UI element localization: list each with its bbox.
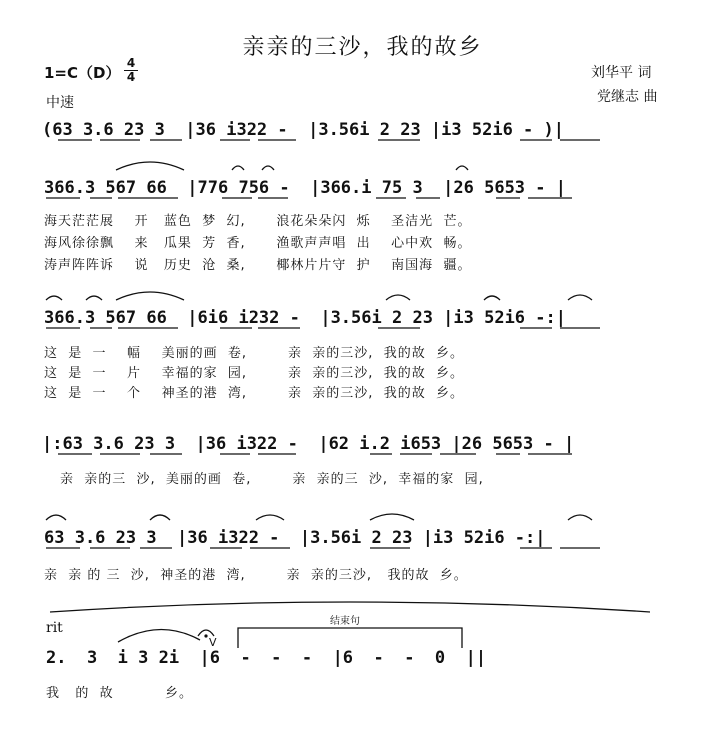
slur — [568, 295, 592, 300]
key-signature: 1=C（D） — [44, 64, 121, 82]
rit-marking: rit — [46, 620, 63, 636]
notes-system-4: |:63 3.6 23 3 |36 i322 - |62 i.2 i653 |26 5653 - | — [42, 434, 575, 454]
lyrics-system-2-verse-3: 涛声阵阵诉 说 历史 沧 桑, 椰林片片守 护 南国海 疆。 — [44, 258, 472, 273]
slur — [46, 296, 62, 300]
slur — [232, 166, 244, 170]
song-title: 亲亲的三沙，我的故乡 — [242, 35, 483, 60]
slur — [386, 295, 410, 300]
ending-bracket — [238, 628, 462, 648]
slur — [116, 162, 184, 170]
ending-label: 结束句 — [330, 616, 360, 627]
lyrics-system-2-verse-2: 海风徐徐飘 来 瓜果 芳 香, 渔歌声声唱 出 心中欢 畅。 — [44, 236, 472, 251]
lyricist-credit: 刘华平 词 — [591, 65, 652, 81]
slur — [262, 166, 274, 170]
slur — [484, 296, 500, 300]
slur — [568, 515, 592, 520]
lyrics-system-3-verse-2: 这 是 一 片 幸福的家 园, 亲 亲的三沙, 我的故 乡。 — [44, 366, 464, 381]
lyrics-system-4: 亲 亲的三 沙, 美丽的画 卷, 亲 亲的三 沙, 幸福的家 园, — [60, 472, 484, 487]
time-sig-top: 4 — [126, 56, 136, 70]
notes-system-1: (63 3.6 23 3 |36 i322 - |3.56i 2 23 |i3 52i6 - )| — [42, 120, 564, 140]
phrase-arc — [50, 602, 650, 612]
slur — [118, 629, 200, 642]
slur — [370, 514, 414, 520]
notes-system-6: 2. 3 i 3 2i |6 - - - |6 - - 0 || — [46, 648, 487, 668]
lyrics-system-2-verse-1: 海天茫茫展 开 蓝色 梦 幻, 浪花朵朵闪 烁 圣洁光 芒。 — [44, 214, 472, 229]
composer-credit: 党继志 曲 — [597, 89, 658, 105]
notes-system-5: 63 3.6 23 3 |36 i322 - |3.56i 2 23 |i3 52i6 -:| — [44, 528, 546, 548]
slur — [46, 515, 66, 520]
time-sig-bottom: 4 — [126, 70, 136, 84]
fermata-dot — [204, 634, 207, 637]
breath-mark: V — [209, 636, 217, 649]
tempo-marking: 中速 — [46, 95, 74, 111]
slur — [150, 515, 170, 520]
slur — [256, 515, 284, 520]
lyrics-system-6: 我 的 故 乡。 — [46, 686, 193, 701]
lyrics-system-3-verse-1: 这 是 一 幅 美丽的画 卷, 亲 亲的三沙, 我的故 乡。 — [44, 346, 464, 361]
slur — [456, 166, 468, 170]
notes-system-3: 366.3 567 66 |6i6 i232 - |3.56i 2 23 |i3 52i6 -:| — [44, 308, 566, 328]
notes-system-2: 366.3 567 66 |776 756 - |366.i 75 3 |26 5653 - | — [44, 178, 566, 198]
lyrics-system-5: 亲 亲 的 三 沙, 神圣的港 湾, 亲 亲的三沙, 我的故 乡。 — [44, 568, 468, 583]
slur — [116, 292, 184, 300]
lyrics-system-3-verse-3: 这 是 一 个 神圣的港 湾, 亲 亲的三沙, 我的故 乡。 — [44, 386, 464, 401]
slur — [86, 296, 102, 300]
